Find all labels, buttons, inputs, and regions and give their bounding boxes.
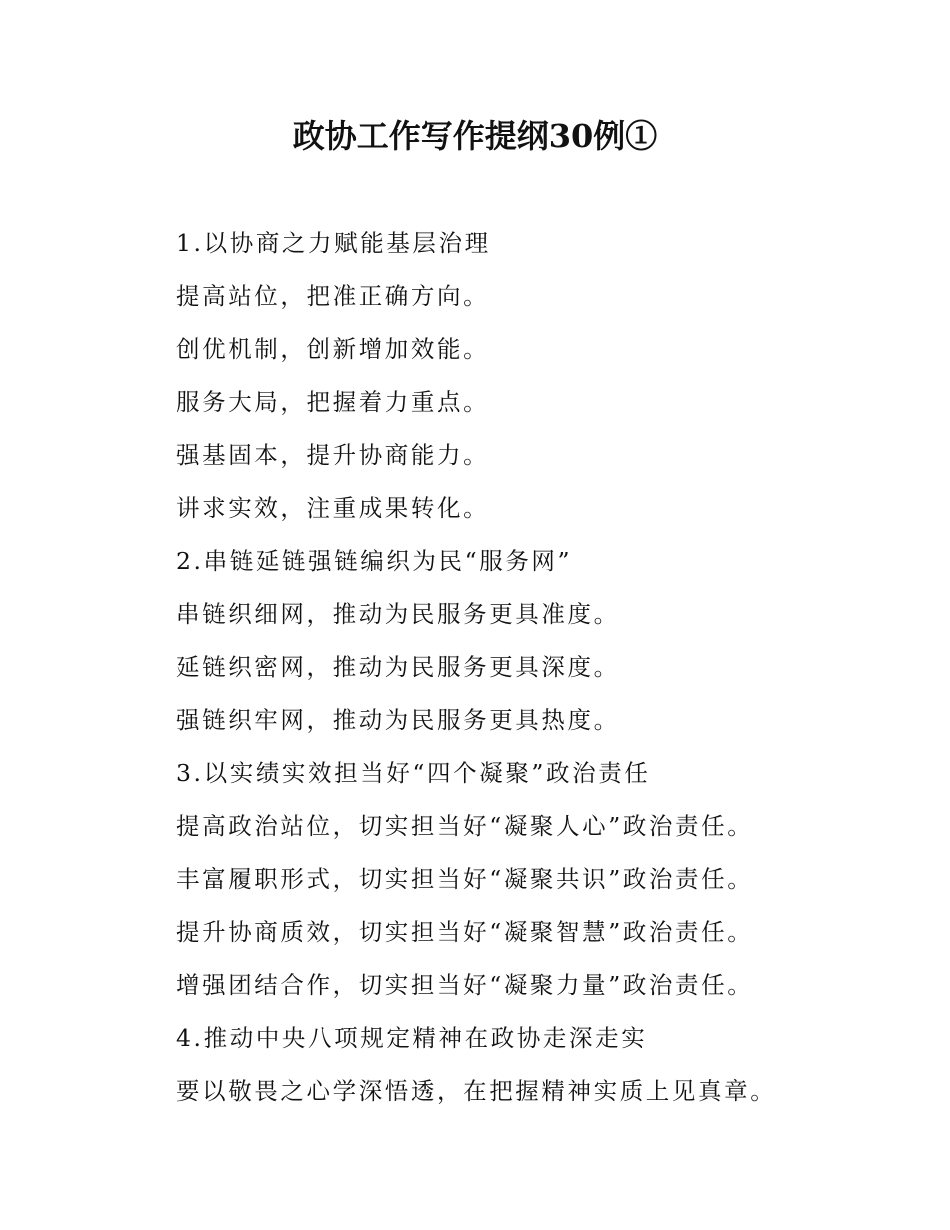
body-line: 讲求实效，注重成果转化。 (176, 494, 490, 522)
body-line: 服务大局，把握着力重点。 (176, 388, 490, 416)
heading-line-2: 2.串链延链强链编织为民“服务网” (176, 547, 573, 575)
document-body (176, 223, 876, 1124)
body-line: 创优机制，创新增加效能。 (176, 335, 490, 363)
heading-line-4: 4.推动中央八项规定精神在政协走深走实 (176, 1024, 648, 1052)
body-line: 提高政治站位，切实担当好“凝聚人心”政治责任。 (176, 812, 754, 840)
body-line: 提高站位，把准正确方向。 (176, 282, 490, 310)
body-line: 要以敬畏之心学深悟透，在把握精神实质上见真章。 (176, 1077, 777, 1105)
body-line: 增强团结合作，切实担当好“凝聚力量”政治责任。 (176, 971, 754, 999)
heading-line-3: 3.以实绩实效担当好“四个凝聚”政治责任 (176, 759, 651, 787)
body-line: 强链织牢网，推动为民服务更具热度。 (176, 706, 620, 734)
heading-line-1: 1.以协商之力赋能基层治理 (176, 229, 491, 257)
body-line: 串链织细网，推动为民服务更具准度。 (176, 600, 620, 628)
body-line: 强基固本，提升协商能力。 (176, 441, 490, 469)
body-line: 丰富履职形式，切实担当好“凝聚共识”政治责任。 (176, 865, 754, 893)
document-title: 政协工作写作提纲30例① (292, 117, 658, 155)
body-line: 延链织密网，推动为民服务更具深度。 (176, 653, 620, 681)
body-line: 提升协商质效，切实担当好“凝聚智慧”政治责任。 (176, 918, 754, 946)
